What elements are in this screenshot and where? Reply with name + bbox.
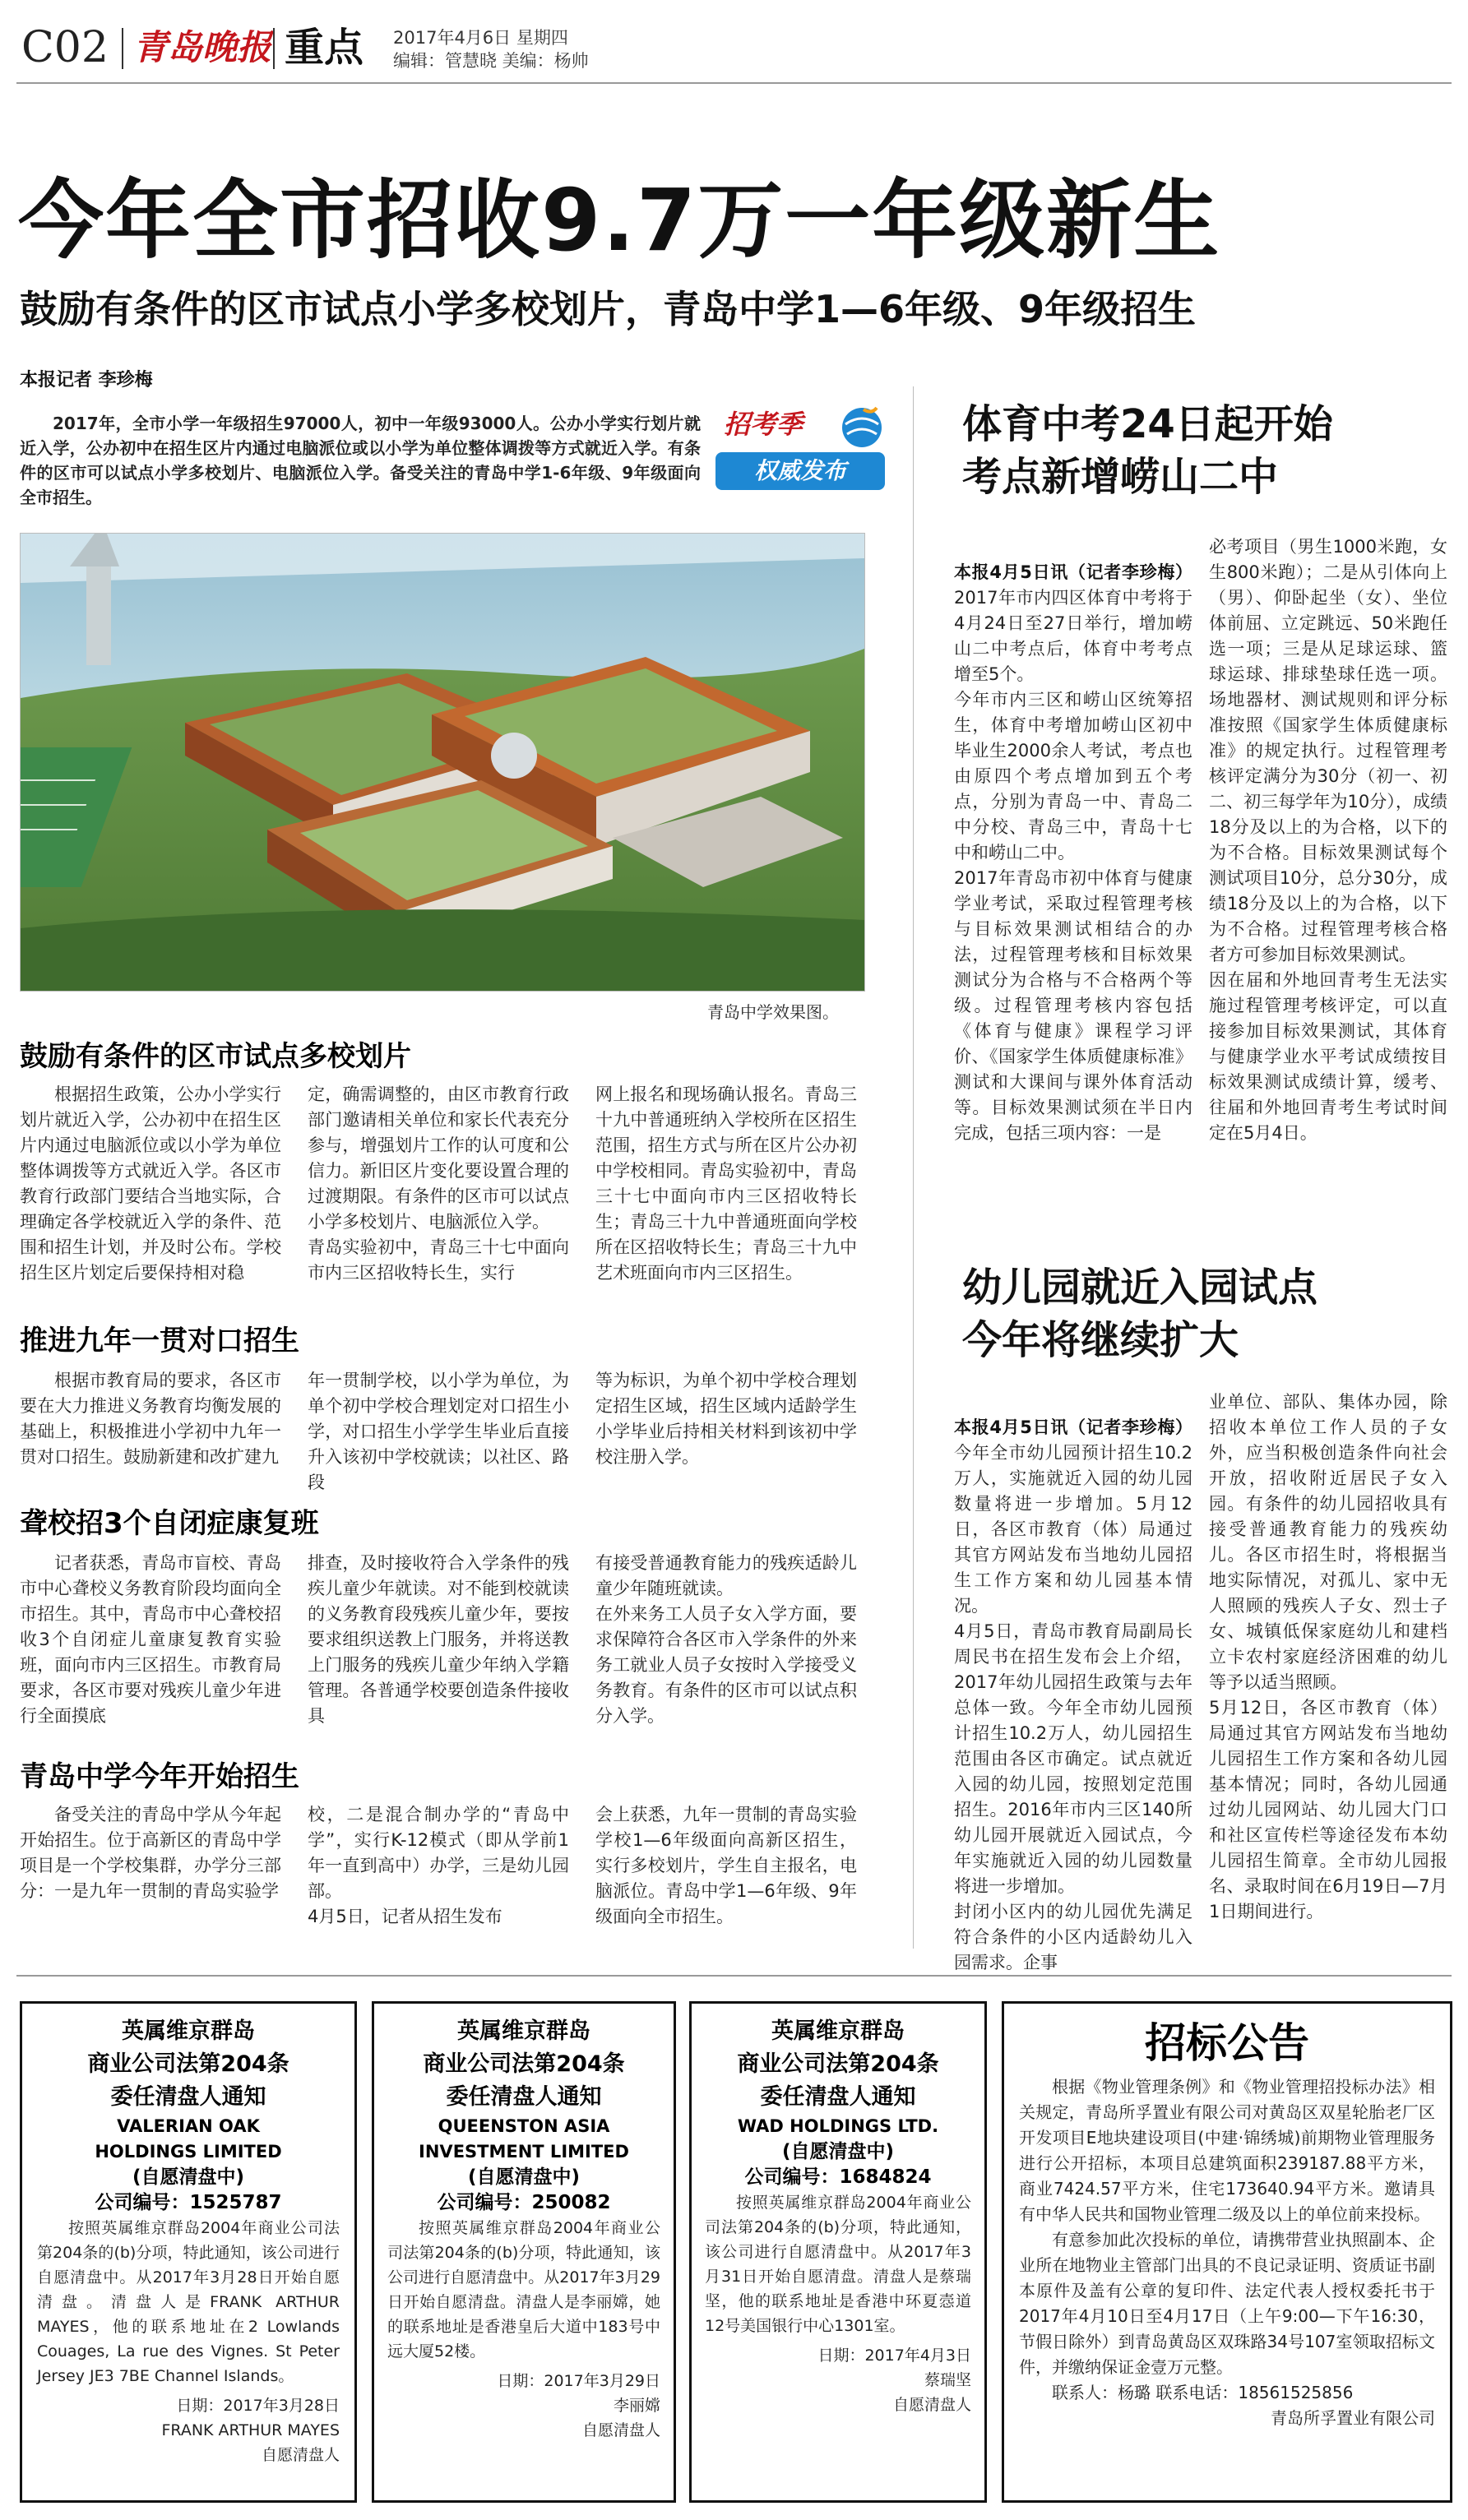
notice-title: 商业公司法第204条 xyxy=(423,2051,625,2077)
side-story-byline: 本报4月5日讯（记者李珍梅） xyxy=(954,562,1192,582)
notice-title: 委任清盘人通知 xyxy=(446,2084,602,2110)
company-name-en: WAD HOLDINGS LTD. xyxy=(737,2116,939,2136)
section-title: 青岛中学今年开始招生 xyxy=(20,1760,299,1793)
company-name-en: HOLDINGS LIMITED xyxy=(95,2142,282,2162)
section-title: 聋校招3个自闭症康复班 xyxy=(20,1507,319,1540)
notice-signer: 蔡瑞坚 xyxy=(924,2371,971,2389)
column-divider xyxy=(913,386,914,1949)
notice-title: 英属维京群岛 xyxy=(771,2018,905,2044)
notice-title: 商业公司法第204条 xyxy=(87,2051,289,2077)
section-name: 重点 xyxy=(285,25,364,71)
main-subhead: 鼓励有条件的区市试点小学多校划片，青岛中学1—6年级、9年级招生 xyxy=(20,287,1197,331)
notice-title: 委任清盘人通知 xyxy=(760,2084,916,2110)
section-column: 备受关注的青岛中学从今年起开始招生。位于高新区的青岛中学项目是一个学校集群，办学分三部分：一是九年一贯制的青岛实验学 xyxy=(20,1805,281,1901)
globe-icon xyxy=(839,405,885,451)
liquidation-status: (自愿清盘中) xyxy=(132,2166,245,2188)
section-title: 推进九年一贯对口招生 xyxy=(20,1325,299,1357)
side-story-byline: 本报4月5日讯（记者李珍梅） xyxy=(954,1417,1192,1437)
main-headline: 今年全市招收9.7万一年级新生 xyxy=(18,170,1221,270)
tender-title: 招标公告 xyxy=(1145,2019,1309,2067)
paper-logo: 青岛晚报 xyxy=(133,27,272,67)
side-story-column: 业单位、部队、集体办园，除招收本单位工作人员的子女外，应当积极创造条件向社会开放，招收附近居民子女入园。有条件的幼儿园招收具有接受普通教育能力的残疾幼儿。各区市招生时，将根据当地实际情况，对孤儿、家中无人照顾的残疾人子女、烈士子女、城镇低保家庭幼儿和建档立卡农村家庭经济困难的幼儿等予以适当照顾。 5月12日，各区市教育（体）局通过其官方网站发布当地幼儿园招生工作方案和各幼儿园基本情况；同时，各幼儿园通过幼儿园网站、幼儿园大门口和社区宣传栏等途径发布本幼儿园招生简章。全市幼儿园报名、录取时间在6月19日—7月1日期间进行。 xyxy=(1209,1392,1447,1921)
section-column: 排查，及时接收符合入学条件的残疾儿童少年就读。对不能到校就读的义务教育段残疾儿童少年，要按要求组织送教上门服务，并将送教上门服务的残疾儿童少年纳入学籍管理。各普通学校要创造条件接收具 xyxy=(308,1553,569,1726)
notice-body: 按照英属维京群岛2004年商业公司法第204条的(b)分项，特此通知，该公司进行自愿清盘中。从2017年3月29日开始自愿清盘。清盘人是李丽嫦，她的联系地址是香港皇后大道中183号中远大厦52楼。 xyxy=(387,2219,660,2360)
header-divider xyxy=(122,28,123,69)
school-rendering-image xyxy=(21,534,864,991)
section-title: 鼓励有条件的区市试点多校划片 xyxy=(20,1040,411,1073)
side-story-title: 体育中考24日起开始 xyxy=(962,401,1333,447)
liquidation-notice xyxy=(689,2001,987,2503)
tender-contact: 联系人：杨璐 联系电话：18561525856 xyxy=(1052,2383,1354,2402)
notice-date: 日期：2017年3月28日 xyxy=(176,2397,340,2415)
badge-top-label: 招考季 xyxy=(724,409,803,440)
ads-rule xyxy=(16,1975,1452,1977)
notice-signer: FRANK ARTHUR MAYES xyxy=(161,2421,340,2439)
notice-role: 自愿清盘人 xyxy=(261,2446,340,2464)
page-header xyxy=(0,0,1468,82)
side-story-column: 必考项目（男生1000米跑，女生800米跑）；二是从引体向上（男）、仰卧起坐（女）、坐位体前屈、立定跳远、50米跑任选一项；三是从足球运球、篮球运球、排球垫球任选一项。场地器材、测试规则和评分标准按照《国家学生体质健康标准》的规定执行。过程管理考核评定满分为30分（初一、初二、初三每学年为10分），成绩18分及以上的为合格，以下的为不合格。目标效果测试每个测试项目10分，总分30分，成绩18分及以上的为合格，以下为不合格。过程管理考核合格者方可参加目标效果测试。 因在届和外地回青考生无法实施过程管理考核评定，可以直接参加目标效果测试，其体育与健康学业水平考试成绩按目标效果测试成绩计算，缓考、往届和外地回青考生考试时间定在5月4日。 xyxy=(1209,537,1447,1143)
side-story-title: 幼儿园就近入园试点 xyxy=(962,1265,1318,1311)
section-column: 根据市教育局的要求，各区市要在大力推进义务教育均衡发展的基础上，积极推进小学初中九年一贯对口招生。鼓励新建和改扩建九 xyxy=(20,1371,281,1467)
section-column: 根据招生政策，公办小学实行划片就近入学，公办初中在招生区片内通过电脑派位或以小学为单位整体调拨等方式就近入学。各区市教育行政部门要结合当地实际，合理确定各学校就近入学的条件、范围和招生计划，并及时公布。学校招生区片划定后要保持相对稳 xyxy=(20,1084,281,1283)
header-divider xyxy=(273,28,275,69)
editor-line: 编辑：管慧晓 美编：杨帅 xyxy=(393,51,589,71)
section-column: 年一贯制学校，以小学为单位，为单个初中学校合理划定对口招生小学，对口招生小学学生毕业后直接升入该初中学校就读；以社区、路段 xyxy=(308,1371,569,1492)
company-name-en: VALERIAN OAK xyxy=(117,2116,260,2136)
company-name-en: QUEENSTON ASIA xyxy=(438,2116,610,2136)
section-column: 定，确需调整的，由区市教育行政部门邀请相关单位和家长代表充分参与，增强划片工作的认可度和公信力。新旧区片变化要设置合理的过渡期限。有条件的区市可以试点小学多校划片、电脑派位入学。 青岛实验初中，青岛三十七中面向市内三区招收特长生，实行 xyxy=(308,1084,569,1283)
notice-title: 委任清盘人通知 xyxy=(110,2084,266,2110)
page-number: C02 xyxy=(21,23,109,72)
section-column: 网上报名和现场确认报名。青岛三十九中普通班纳入学校所在区招生范围，招生方式与所在区片公办初中学校相同。青岛实验初中，青岛三十七中面向市内三区招收特长生；青岛三十九中普通班面向学校所在区招收特长生；青岛三十九中艺术班面向市内三区招生。 xyxy=(595,1084,857,1283)
notice-date: 日期：2017年3月29日 xyxy=(497,2372,660,2390)
liquidation-status: (自愿清盘中) xyxy=(781,2141,895,2162)
section-column: 有接受普通教育能力的残疾适龄儿童少年随班就读。 在外来务工人员子女入学方面，要求保障符合各区市入学条件的外来务工就业人员子女按时入学接受义务教育。有条件的区市可以试点积分入学。 xyxy=(595,1553,857,1726)
side-story-title: 今年将继续扩大 xyxy=(962,1317,1239,1363)
notice-signer: 李丽嫦 xyxy=(613,2397,660,2415)
exam-season-badge xyxy=(715,405,888,495)
notice-title: 商业公司法第204条 xyxy=(737,2051,939,2077)
byline: 本报记者 李珍梅 xyxy=(20,370,153,391)
notice-title: 英属维京群岛 xyxy=(457,2018,590,2044)
school-illustration xyxy=(20,533,865,992)
tender-paragraph: 根据《物业管理条例》和《物业管理招投标办法》相关规定，青岛所孚置业有限公司对黄岛区双星轮胎老厂区开发项目E地块建设项目(中建·锦绣城)前期物业管理服务进行公开招标，本项目总建筑面积239187.88平方米，商业7424.57平方米，住宅173640.94平方米。邀请具有中华人民共和国物业管理二级及以上的单位前来投标。 xyxy=(1019,2077,1435,2224)
company-code: 公司编号：1684824 xyxy=(744,2166,932,2188)
side-story-title: 考点新增崂山二中 xyxy=(962,454,1279,500)
notice-title: 英属维京群岛 xyxy=(122,2018,255,2044)
notice-body: 按照英属维京群岛2004年商业公司法第204条的(b)分项，特此通知，该公司进行自愿清盘中。从2017年3月31日开始自愿清盘。清盘人是蔡瑞坚，他的联系地址是香港中环夏悫道12号美国银行中心1301室。 xyxy=(705,2194,971,2335)
company-name-en: INVESTMENT LIMITED xyxy=(419,2142,629,2162)
notice-date: 日期：2017年4月3日 xyxy=(817,2347,971,2365)
tender-paragraph: 有意参加此次投标的单位，请携带营业执照副本、企业所在地物业主管部门出具的不良记录证明、资质证书副本原件及盖有公章的复印件、法定代表人授权委托书于2017年4月10日至4月17日（上午9:00—下午16:30，节假日除外）到青岛黄岛区双珠路34号107室领取招标文件，并缴纳保证金壹万元整。 xyxy=(1019,2230,1435,2377)
lead-paragraph: 2017年，全市小学一年级招生97000人，初中一年级93000人。公办小学实行划片就近入学，公办初中在招生区片内通过电脑派位或以小学为单位整体调拨等方式就近入学。有条件的区市可以试点小学多校划片、电脑派位入学。备受关注的青岛中学1-6年级、9年级面向全市招生。 xyxy=(20,414,701,507)
company-code: 公司编号：250082 xyxy=(437,2192,611,2213)
side-story-text: 2017年市内四区体育中考将于4月24日至27日举行，增加崂山二中考点后，体育中考考点增至5个。 今年市内三区和崂山区统筹招生，体育中考增加崂山区初中毕业生2000余人考试，考点也由原四个考点增加到五个考点，分别为青岛一中、青岛二中分校、青岛三中，青岛十七中和崂山二中。 2017年青岛市初中体育与健康学业考试，采取过程管理考核与目标效果测试相结合的办法，过程管理考核和目标效果测试分为合格与不合格两个等级。过程管理考核内容包括《体育与健康》课程学习评价、《国家学生体质健康标准》测试和大课间与课外体育活动等。目标效果测试须在半日内完成，包括三项内容：一是 xyxy=(954,588,1192,1143)
liquidation-notice xyxy=(372,2001,676,2503)
notice-body: 按照英属维京群岛2004年商业公司法第204条的(b)分项，特此通知，该公司进行自愿清盘中。从2017年3月28日开始自愿清盘。清盘人是FRANK ARTHUR MAYES，他的联系地址在2 Lowlands Couages, La rue des Vignes. St Peter Jersey JE3 7BE Channel Islands。 xyxy=(37,2219,340,2385)
notice-role: 自愿清盘人 xyxy=(581,2421,660,2439)
side-story-text: 今年全市幼儿园预计招生10.2万人，实施就近入园的幼儿园数量将进一步增加。5月12日，各区市教育（体）局通过其官方网站发布当地幼儿园招生工作方案和幼儿园基本情况。 4月5日，青岛市教育局副局长周民书在招生发布会上介绍，2017年幼儿园招生政策与去年总体一致。今年全市幼儿园预计招生10.2万人，幼儿园招生范围由各区市确定。试点就近入园的幼儿园，按照划定范围招生。2016年市内三区140所幼儿园开展就近入园试点，今年实施就近入园的幼儿园数量将进一步增加。 封闭小区内的幼儿园优先满足符合条件的小区内适龄幼儿入园需求。企事 xyxy=(954,1443,1192,1972)
tender-notice xyxy=(1002,2001,1452,2503)
section-column: 记者获悉，青岛市盲校、青岛市中心聋校义务教育阶段均面向全市招生。其中，青岛市中心聋校招收3个自闭症儿童康复教育实验班，面向市内三区招生。市教育局要求，各区市要对残疾儿童少年进行全面摸底 xyxy=(20,1553,281,1726)
tender-company: 青岛所孚置业有限公司 xyxy=(1271,2408,1435,2428)
section-column: 会上获悉，九年一贯制的青岛实验学校1—6年级面向高新区招生，实行多校划片，学生自主报名，电脑派位。青岛中学1—6年级、9年级面向全市招生。 xyxy=(595,1805,857,1926)
notice-role: 自愿清盘人 xyxy=(892,2396,971,2414)
section-column: 校，二是混合制办学的“青岛中学”，实行K-12模式（即从学前1年一直到高中）办学，三是幼儿园部。 4月5日，记者从招生发布 xyxy=(308,1805,569,1926)
side-story-column xyxy=(954,534,1192,1146)
liquidation-notice xyxy=(20,2001,357,2503)
photo-caption: 青岛中学效果图。 xyxy=(707,1002,839,1022)
side-story-column xyxy=(954,1389,1192,1976)
date-line: 2017年4月6日 星期四 xyxy=(393,28,568,48)
badge-bottom-label: 权威发布 xyxy=(715,452,885,490)
liquidation-status: (自愿清盘中) xyxy=(467,2166,581,2188)
company-code: 公司编号：1525787 xyxy=(95,2192,282,2213)
header-rule xyxy=(16,82,1452,84)
section-column: 等为标识，为单个初中学校合理划定招生区域，招生区域内适龄学生小学毕业后持相关材料到该初中学校注册入学。 xyxy=(595,1371,857,1467)
